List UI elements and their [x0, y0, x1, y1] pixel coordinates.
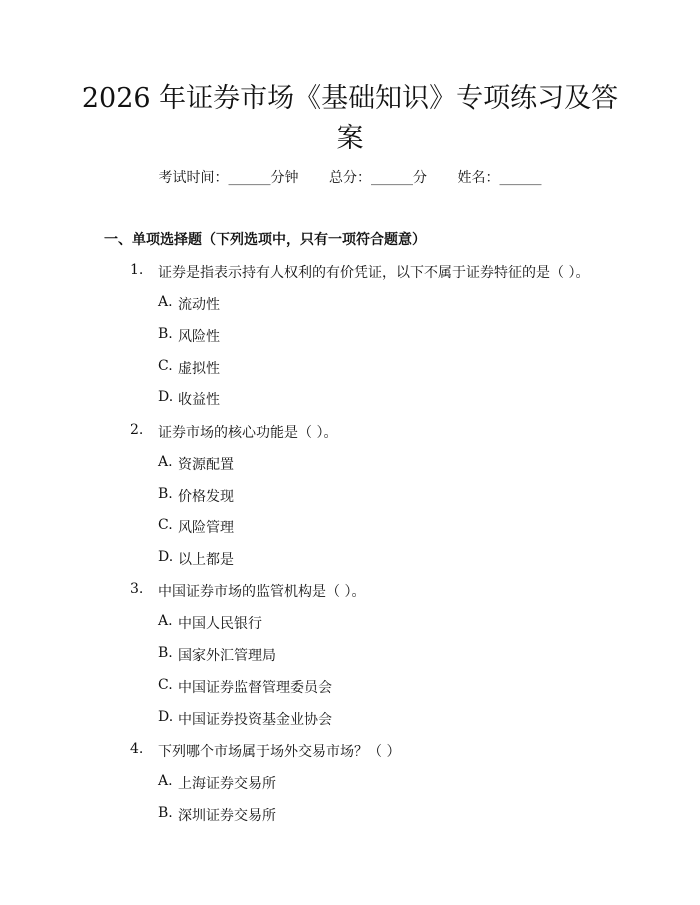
option-text: 上海证券交易所: [178, 776, 276, 792]
title-line-1: 2026 年证券市场《基础知识》专项练习及答: [81, 83, 619, 114]
title-line-2: 案: [336, 123, 364, 154]
option-text: 收益性: [178, 392, 220, 408]
option-text: 中国证券监督管理委员会: [178, 680, 332, 696]
option-letter: C.: [158, 677, 173, 693]
option-text: 深圳证券交易所: [178, 808, 276, 824]
option-letter: B.: [158, 805, 173, 821]
option-letter: B.: [158, 486, 173, 502]
option-letter: D.: [158, 549, 174, 565]
option-letter: C.: [158, 358, 173, 374]
option-letter: A.: [158, 294, 173, 310]
option-text: 资源配置: [178, 457, 234, 473]
option-text: 以上都是: [178, 552, 234, 568]
option-text: 国家外汇管理局: [178, 648, 276, 664]
exam-time-unit: 分钟: [270, 170, 299, 186]
name-field: [457, 170, 541, 186]
total-score-label: 总分：: [329, 170, 371, 186]
option-letter: D.: [158, 709, 174, 725]
question-number: 2.: [130, 422, 144, 438]
question-text: 证券市场的核心功能是（ ）。: [158, 425, 338, 441]
question-number: 1.: [130, 262, 144, 278]
section-heading: 一、单项选择题（下列选项中，只有一项符合题意）: [104, 232, 426, 248]
question-text: 证券是指表示持有人权利的有价凭证，以下不属于证券特征的是（ ）。: [158, 265, 590, 281]
total-score-field: [329, 170, 431, 186]
option-text: 风险性: [178, 329, 220, 345]
question-text: 下列哪个市场属于场外交易市场？（ ）: [158, 744, 401, 760]
exam-time-field: [159, 170, 303, 186]
option-letter: C.: [158, 517, 173, 533]
document-title: [60, 79, 640, 159]
name-label: 姓名：: [457, 170, 500, 186]
question-text: 中国证券市场的监管机构是（ ）。: [158, 584, 366, 600]
total-score-blank: ______: [371, 170, 413, 186]
option-text: 风险管理: [178, 520, 234, 536]
total-score-unit: 分: [413, 170, 427, 186]
option-letter: D.: [158, 389, 174, 405]
name-blank: ______: [499, 170, 542, 186]
option-text: 虚拟性: [178, 361, 220, 377]
option-text: 流动性: [178, 297, 220, 313]
option-letter: B.: [158, 645, 173, 661]
option-letter: A.: [158, 773, 173, 789]
option-letter: A.: [158, 454, 173, 470]
question-number: 3.: [130, 581, 144, 597]
question-number: 4.: [130, 741, 144, 757]
option-text: 中国证券投资基金业协会: [178, 712, 332, 728]
option-letter: B.: [158, 326, 173, 342]
exam-meta-line: [0, 167, 700, 187]
exam-time-blank: ______: [228, 170, 271, 186]
option-letter: A.: [158, 613, 173, 629]
option-text: 中国人民银行: [178, 616, 262, 632]
exam-time-label: 考试时间：: [158, 170, 229, 186]
option-text: 价格发现: [178, 489, 234, 505]
